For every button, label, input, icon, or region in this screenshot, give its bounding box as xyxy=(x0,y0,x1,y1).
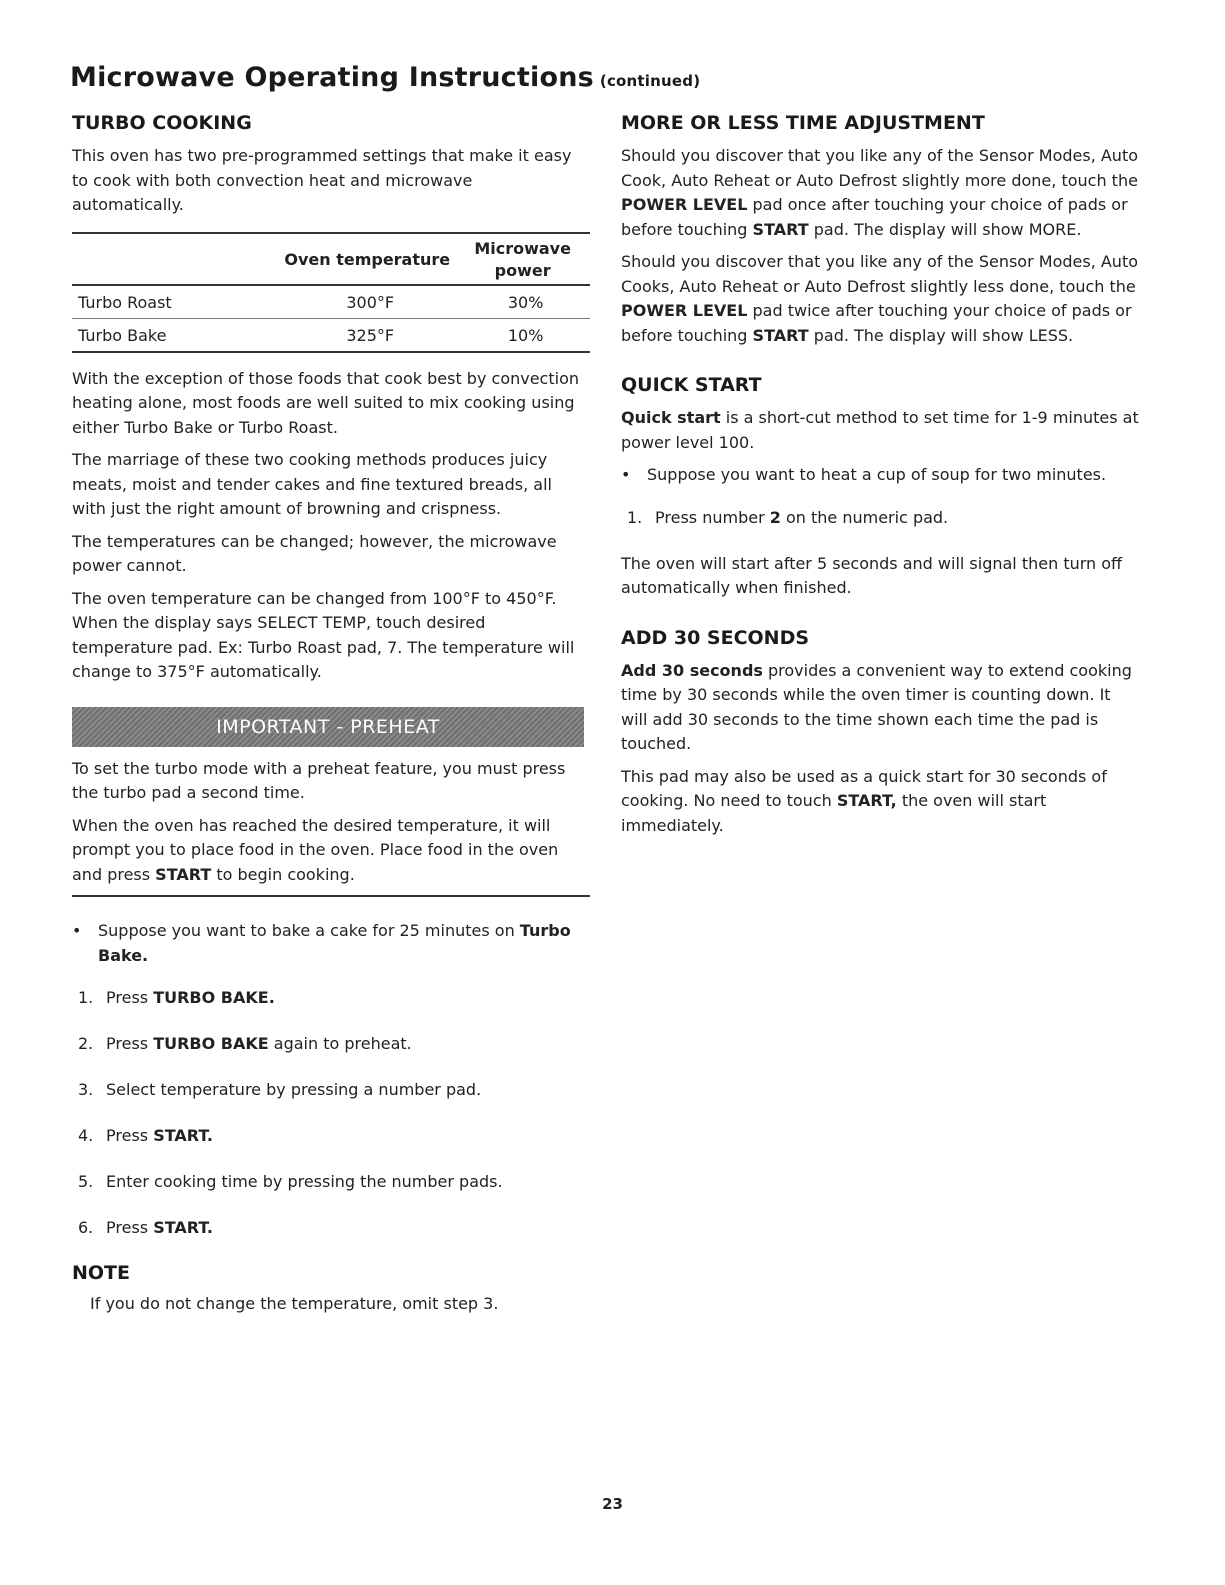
add-30-paragraph-1 xyxy=(621,659,1141,757)
example-text: Suppose you want to heat a cup of soup for two minutes. xyxy=(647,465,1107,484)
more-less-paragraph-1 xyxy=(621,144,1141,242)
example-text: Suppose you want to bake a cake for 25 minutes on xyxy=(98,921,520,940)
step-number: 1. xyxy=(78,988,94,1007)
list-item xyxy=(78,1170,584,1194)
step-keyword: START. xyxy=(153,1126,213,1145)
power-level-keyword: POWER LEVEL xyxy=(621,301,748,320)
table-header-blank xyxy=(72,233,279,285)
table-row xyxy=(72,318,590,352)
step-text: Press xyxy=(106,988,154,1007)
step-number: 2. xyxy=(78,1034,94,1053)
example-list xyxy=(72,919,584,968)
list-item xyxy=(627,506,1141,530)
page-title-text: Microwave Operating Instructions xyxy=(70,62,594,93)
step-number: 1. xyxy=(627,507,643,527)
step-number: 5. xyxy=(78,1172,94,1191)
preheat-paragraph-2 xyxy=(72,814,584,888)
step-keyword: TURBO BAKE xyxy=(153,1034,269,1053)
quick-start-heading: QUICK START xyxy=(621,374,762,396)
step-keyword: START. xyxy=(153,1218,213,1237)
power-level-keyword: POWER LEVEL xyxy=(621,195,748,214)
section-divider xyxy=(72,895,590,897)
text: This pad may also be used as a quick start for 30 seconds of cooking. No need to touch xyxy=(621,766,1107,810)
step-number: 3. xyxy=(78,1080,94,1099)
left-column xyxy=(72,112,584,1325)
step-text-end: on the numeric pad. xyxy=(780,507,949,527)
add-30-paragraph-2 xyxy=(621,765,1141,839)
quick-start-paragraph-2: The oven will start after 5 seconds and will signal then turn off automatically when finished. xyxy=(621,553,1123,597)
list-item xyxy=(78,1216,584,1240)
list-item xyxy=(78,1078,584,1102)
text: is a short-cut method to set time for 1-9 minutes at power level 100. xyxy=(621,408,1139,452)
text: pad twice after touching your choice of pads or before touching xyxy=(621,301,1132,345)
start-keyword: START xyxy=(752,219,809,239)
text: pad once after touching your choice of pads or before touching xyxy=(621,195,1128,239)
turbo-bake-keyword: Turbo Bake. xyxy=(98,921,571,965)
start-keyword: START xyxy=(155,864,212,884)
step-number: 4. xyxy=(78,1126,94,1145)
example-bullet xyxy=(621,463,1141,488)
turbo-steps-list xyxy=(72,986,584,1240)
list-item xyxy=(78,1124,584,1148)
table-cell-temperature: 300°F xyxy=(346,292,395,312)
text: provides a convenient way to extend cooking time by 30 seconds while the oven timer is counting down. It will add 30 seconds to the time shown each time the pad is touched. xyxy=(621,660,1132,753)
quick-start-steps xyxy=(621,506,1141,530)
turbo-intro: This oven has two pre-programmed settings that make it easy to cook with both convection heat and microwave automatically. xyxy=(72,146,572,214)
turbo-paragraph-1: With the exception of those foods that cook best by convection heating alone, most foods are well suited to mix cooking using either Turbo Bake or Turbo Roast. xyxy=(72,368,579,437)
list-item xyxy=(78,986,584,1010)
right-column xyxy=(621,112,1141,846)
turbo-cooking-heading: TURBO COOKING xyxy=(72,112,252,134)
step-keyword: 2 xyxy=(769,507,781,527)
table-header-row xyxy=(72,233,590,285)
list-item xyxy=(78,1032,584,1056)
start-keyword: START, xyxy=(836,791,897,810)
text: pad. The display will show LESS. xyxy=(808,325,1074,345)
step-text: Press number xyxy=(655,507,770,527)
table-header-microwave-power: Microwave power xyxy=(474,238,571,280)
quick-start-example xyxy=(621,463,1141,488)
page-title xyxy=(70,62,700,93)
table-header-oven-temperature: Oven temperature xyxy=(284,249,451,269)
preheat-text-end: to begin cooking. xyxy=(211,864,355,884)
turbo-paragraph-2: The marriage of these two cooking methods produces juicy meats, moist and tender cakes and fine textured breads, all with just the right amount of browning and crispness. xyxy=(72,450,552,518)
note-heading: NOTE xyxy=(72,1262,130,1284)
turbo-paragraph-3: The temperatures can be changed; however, the microwave power cannot. xyxy=(72,531,557,575)
step-text: Press xyxy=(106,1218,154,1237)
example-bullet xyxy=(72,919,584,968)
text: pad. The display will show MORE. xyxy=(808,219,1082,239)
step-keyword: TURBO BAKE. xyxy=(153,988,275,1007)
preheat-paragraph-1: To set the turbo mode with a preheat feature, you must press the turbo pad a second time. xyxy=(72,758,566,802)
add-30-seconds-heading: ADD 30 SECONDS xyxy=(621,626,810,649)
page-title-suffix: (continued) xyxy=(599,72,701,90)
more-less-paragraph-2 xyxy=(621,250,1141,348)
step-text: Select temperature by pressing a number pad. xyxy=(106,1080,482,1099)
preheat-banner xyxy=(72,707,584,747)
quick-start-keyword: Quick start xyxy=(621,408,721,427)
step-number: 6. xyxy=(78,1218,94,1237)
step-text-end: again to preheat. xyxy=(268,1034,412,1053)
add-30-keyword: Add 30 seconds xyxy=(621,660,763,680)
bullet-mark: • xyxy=(621,465,631,484)
turbo-settings-table xyxy=(72,232,590,353)
text: Should you discover that you like any of the Sensor Modes, Auto Cooks, Auto Reheat or Auto Defrost slightly less done, touch the xyxy=(621,252,1139,296)
step-text: Enter cooking time by pressing the number pads. xyxy=(106,1172,503,1191)
start-keyword: START xyxy=(752,325,809,345)
table-cell-power: 10% xyxy=(507,325,544,345)
quick-start-paragraph xyxy=(621,406,1141,455)
note-text: If you do not change the temperature, omit step 3. xyxy=(90,1294,499,1313)
step-text: Press xyxy=(106,1126,154,1145)
step-text: Press xyxy=(106,1034,154,1053)
preheat-banner-text: IMPORTANT - PREHEAT xyxy=(216,715,440,738)
table-cell-power: 30% xyxy=(507,292,544,312)
text: Should you discover that you like any of the Sensor Modes, Auto Cook, Auto Reheat or Auto Defrost slightly more done, touch the xyxy=(621,146,1139,190)
turbo-paragraph-4: The oven temperature can be changed from 100°F to 450°F. When the display says SELECT TEMP, touch desired temperature pad. Ex: Turbo Roast pad, 7. The temperature will change to 375°F automatically. xyxy=(72,588,575,681)
text: the oven will start immediately. xyxy=(621,791,1047,835)
bullet-mark: • xyxy=(72,921,82,940)
table-cell-mode: Turbo Bake xyxy=(78,325,167,345)
table-row xyxy=(72,285,590,319)
table-cell-temperature: 325°F xyxy=(346,325,395,345)
table-cell-mode: Turbo Roast xyxy=(78,292,172,312)
more-less-heading: MORE OR LESS TIME ADJUSTMENT xyxy=(621,112,985,134)
page-number: 23 xyxy=(602,1495,623,1513)
preheat-text: When the oven has reached the desired temperature, it will prompt you to place food in the oven. Place food in the oven and press xyxy=(72,815,559,884)
